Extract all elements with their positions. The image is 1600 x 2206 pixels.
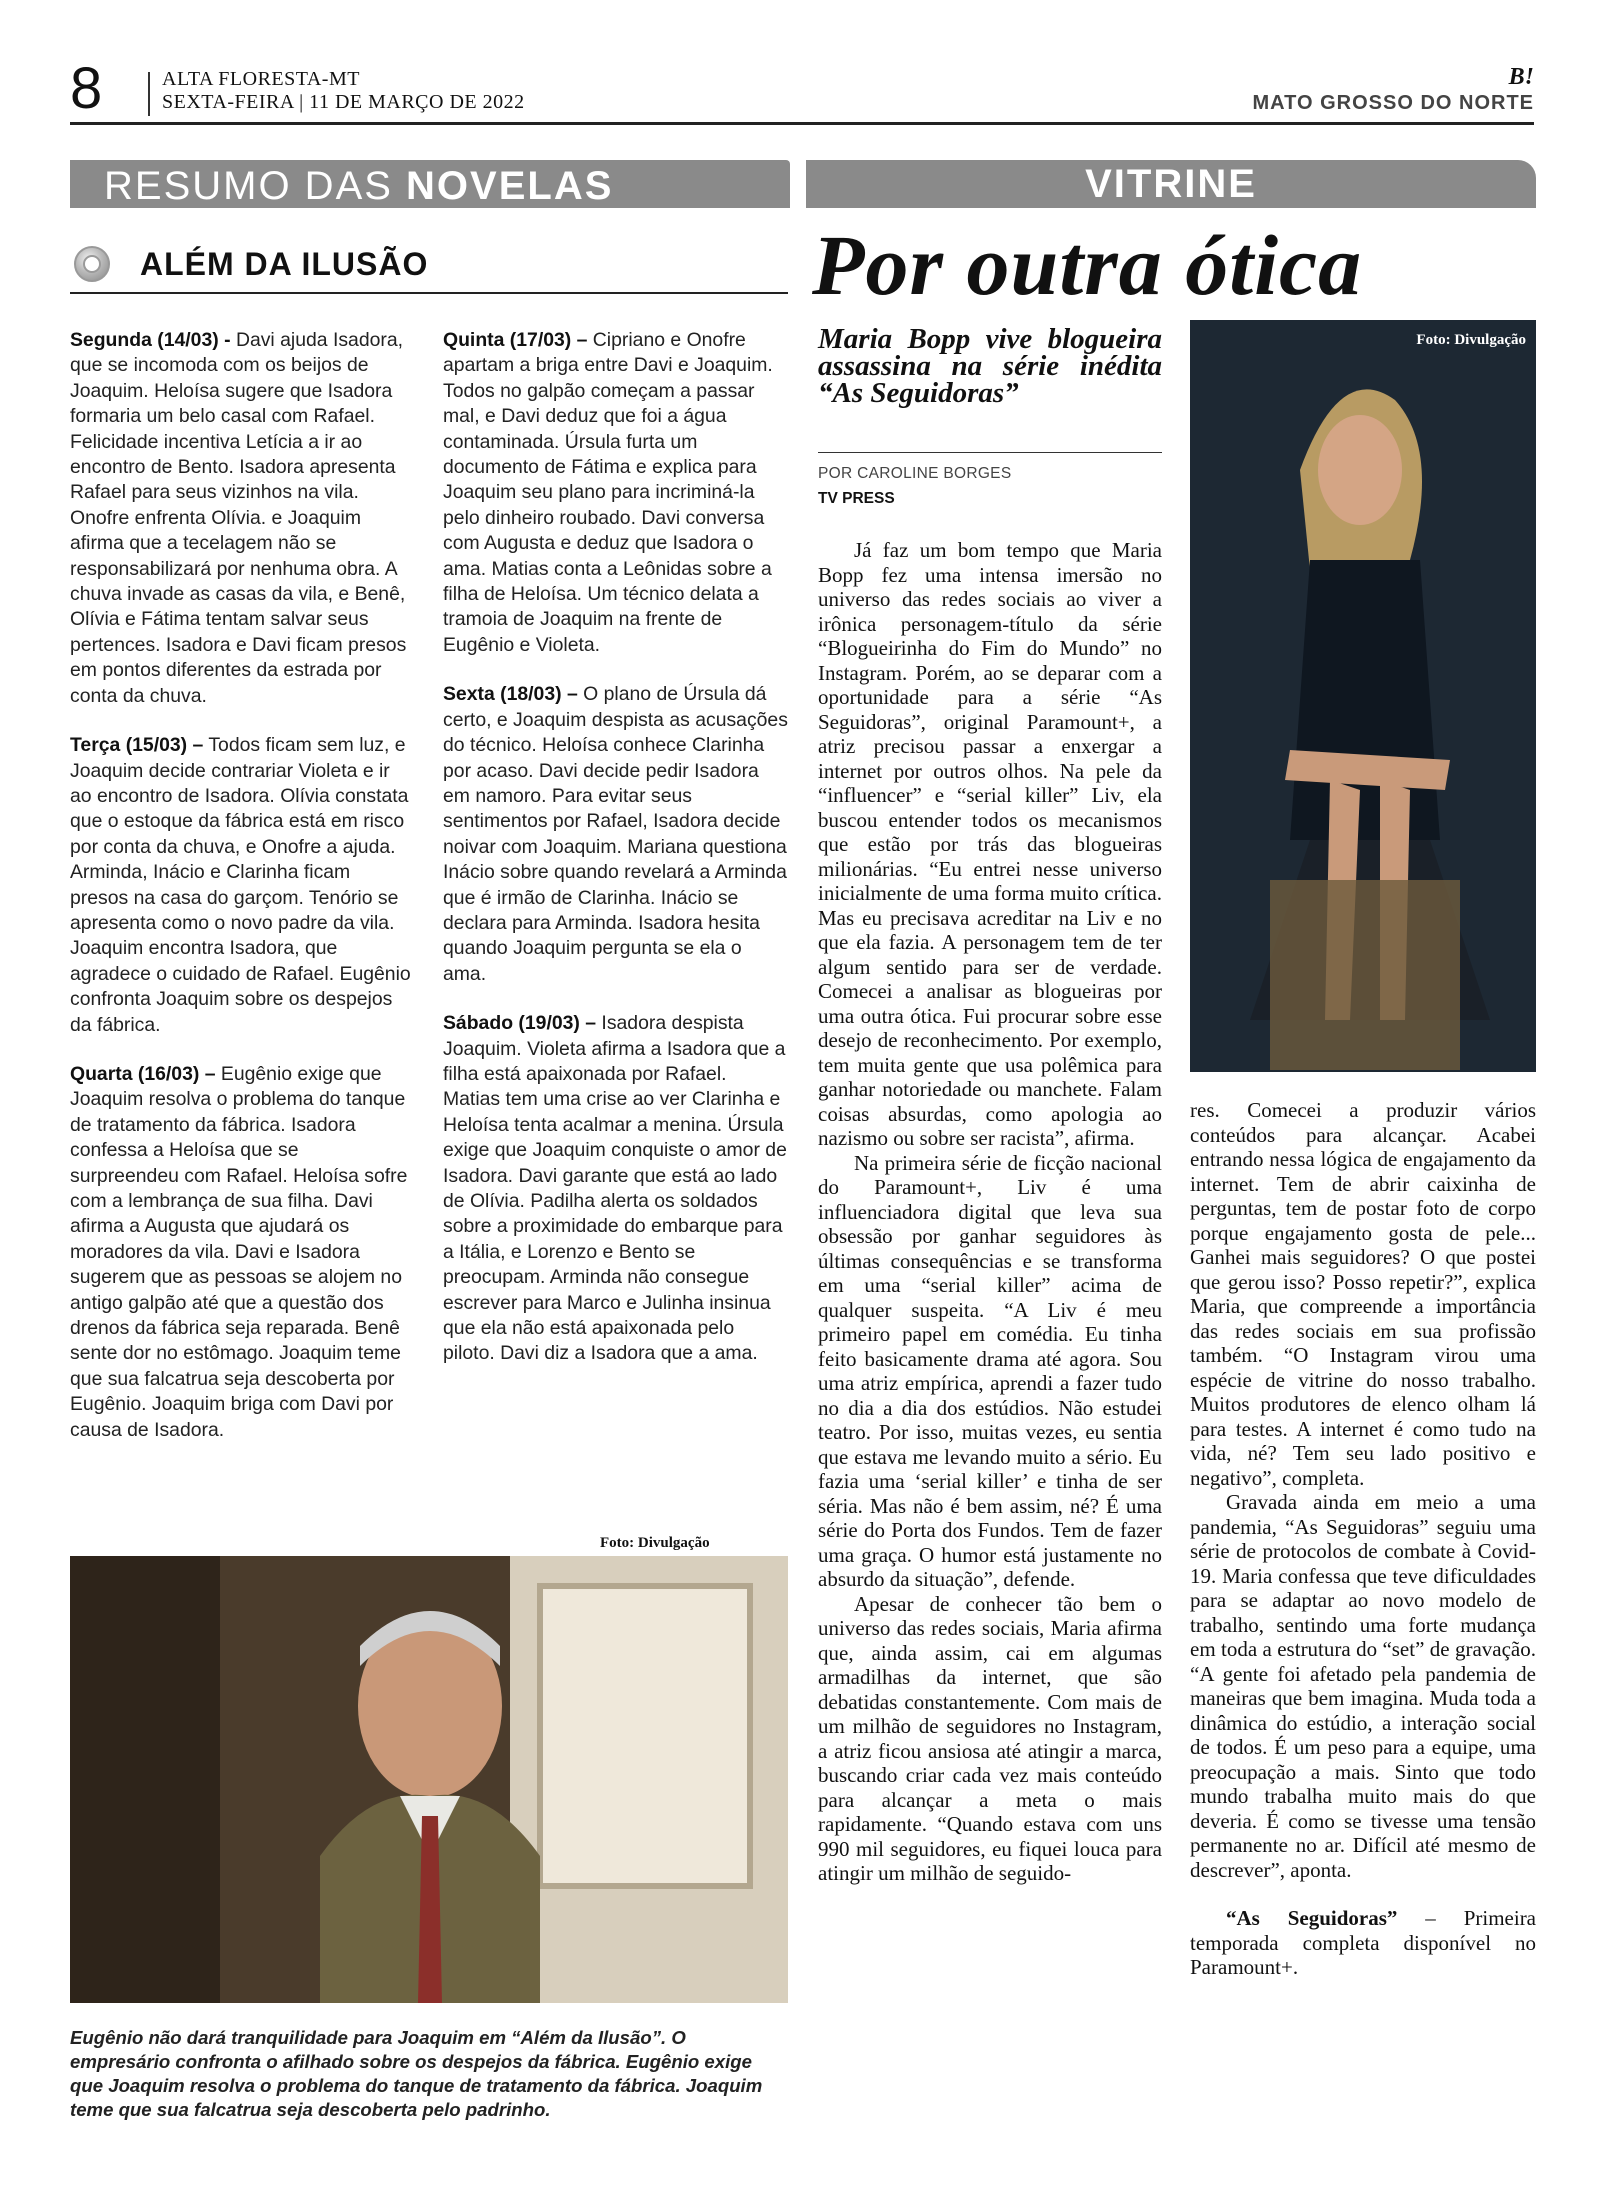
summary-column-1 [70,328,412,1467]
photo-caption: Eugênio não dará tranquilidade para Joaquim em “Além da Ilusão”. O empresário confronta o afilhado sobre os despejos da fábrica. Eugênio exige que Joaquim resolva o problema do tanque de tratamento da fábrica. Joaquim teme que sua falcatrua seja descoberta pelo padrinho. [70,2027,763,2120]
summary-day: Terça (15/03) – [70,734,204,757]
summary-item [70,733,412,1038]
vitrine-bar [806,160,1536,208]
globo-logo-icon [74,246,110,282]
article-column-2 [1190,1098,1536,1980]
summary-item [443,1011,788,1367]
newspaper-section-name: MATO GROSSO DO NORTE [1252,92,1534,114]
summary-day: Quarta (16/03) – [70,1062,216,1085]
eugenio-photo [70,1556,788,2003]
summary-day: Quinta (17/03) – [443,329,588,351]
article-paragraph: Apesar de conhecer tão bem o universo das redes sociais, Maria afirma que, ainda assim, cai em algumas armadilhas da internet, que são debatidas constantemente. Com mais de um milhão de seguidores no Instagram, a atriz ficou ansiosa até atingir a marca, buscando criar cada vez mais conteúdo para alcançar a meta o mais rapidamente. “Quando estava com uns 990 mil seguidores, eu fiquei louca para atingir um milhão de seguido- [818,1591,1162,1885]
summary-item [70,328,412,709]
photo-credit: Foto: Divulgação [1416,332,1526,348]
tail-title: “As Seguidoras” [1226,1906,1398,1930]
article-paragraph: Já faz um bom tempo que Maria Bopp fez uma intensa imersão no universo das redes sociais ao viver a irônica personagem-título da série “Blogueirinha do Fim do Mundo” no Instagram. Porém, ao se deparar com a oportunidade para a série “As Seguidoras”, original Paramount+, a atriz precisou passar a enxergar a internet por outros olhos. Na pele da “influencer” e “serial killer” Liv, ela buscou entender todos os mecanismos que estão por trás das blogueiras milionárias. “Eu entrei nesse universo inicialmente de uma forma muito crítica. Mas eu precisava acreditar na Liv e no que ela fazia. A personagem tem de ter algum sentido para ser de verdade. Comecei a analisar as blogueiras por uma outra ótica. Fui procurar sobre esse desejo de reconhecimento. Por exemplo, tem muita gente que usa polêmica para ganhar notoriedade ou manchete. Falam coisas absurdas, como apologia ao nazismo ou sobre ser racista”, afirma. [818,538,1162,1150]
article-paragraph: res. Comecei a produzir vários conteúdos para alcançar. Acabei entrando nessa lógica de engajamento da internet. Tem de abrir caixinha de perguntas, tem de postar foto de corpo porque engajamento gosta de pele... Ganhei mais seguidores? O que postei que gerou isso? Posso repetir?”, explica Maria, que compreende a importância das redes sociais em sua profissão também. “O Instagram virou uma espécie de vitrine do nosso trabalho. Muitos produtores de elenco olham lá para testes. A internet é como tudo na vida, né? Tem seu lado positivo e negativo”, completa. [1190,1098,1536,1490]
article-paragraph: Na primeira série de ficção nacional do Paramount+, Liv é uma influenciadora digital que leva sua obsessão por ganhar seguidores às últimas consequências e se transforma em uma “serial killer” acima de qualquer suspeita. “A Liv é meu primeiro papel em comédia. Eu tinha feito basicamente drama até agora. Sou uma atriz empírica, aprendi a fazer tudo no dia a dia dos estúdios. Não estudei teatro. Por isso, muitas vezes, eu sentia que estava me levando muito a sério. Eu fazia uma ‘serial killer’ e tinha de ser séria. Mas não é bem assim, né? É uma série do Porta dos Fundos. Tem de fazer uma graça. O humor está justamente no absurdo da situação”, defende. [818,1150,1162,1591]
summary-item [443,328,788,658]
article-tail-note [1190,1906,1536,1980]
article-column-1 [818,538,1162,1886]
header-divider [148,72,150,116]
novela-title: ALÉM DA ILUSÃO [140,246,429,282]
summary-text: Eugênio exige que Joaquim resolva o problema do tanque de tratamento da fábrica. Isadora confessa a Heloísa que se surpreendeu com Rafael. Heloísa sofre com a lembrança de sua filha. Davi afirma a Augusta que ajudará os moradores da vila. Davi e Isadora sugerem que as pessoas se alojem no antigo galpão até que a questão dos drenos da fábrica seja reparada. Benê sente dor no estômago. Joaquim teme que sua falcatrua seja descoberta por Eugênio. Joaquim briga com Davi por causa de Isadora. [70,1062,408,1441]
article-headline: Por outra ótica [812,217,1363,313]
summary-text: Isadora despista Joaquim. Violeta afirma a Isadora que a filha está apaixonada por Rafael. Matias tem uma crise ao ver Clarinha e Heloísa tenta acalmar a menina. Úrsula exige que Joaquim conquiste o amor de Isadora. Davi garante que está ao lado de Olívia. Padilha alerta os soldados sobre a proximidade do embarque para a Itália, e Lorenzo e Bento se preocupam. Arminda não consegue escrever para Marco e Julinha insinua que ela não está apaixonada pelo piloto. Davi diz a Isadora que a ama. [443,1012,787,1365]
tail-text: – Primeira temporada completa disponível no Paramount+. [1190,1906,1537,1979]
summary-text: Todos ficam sem luz, e Joaquim decide contrariar Violeta e ir ao encontro de Isadora. Olívia constata que o estoque da fábrica está em risco por conta da chuva, e Onofre a ajuda. Arminda, Inácio e Clarinha ficam presos na casa do garçom. Tenório se apresenta como o novo padre da vila. Joaquim encontra Isadora, que agradece o cuidado de Rafael. Eugênio confronta Joaquim sobre os despejos da fábrica. [70,734,411,1036]
article-agency: TV PRESS [818,490,895,507]
article-paragraph: Gravada ainda em meio a uma pandemia, “As Seguidoras” seguiu uma série de protocolos de combate à Covid-19. Maria confessa que teve dificuldades para se adaptar ao novo modelo de trabalho, sentindo uma forte mudança em toda a estrutura do “set” de gravação. “A gente foi afetado pela pandemia de maneiras que bem imagina. Muda toda a dinâmica do estúdio, a interação social de todos. É um peso para a equipe, uma preocupação a mais. Sinto que todo mundo trabalha muito mais do que deveria. É como se tivesse uma tensão permanente no ar. Difícil até mesmo de descrever”, aponta. [1190,1490,1536,1882]
header-date: SEXTA-FEIRA | 11 DE MARÇO DE 2022 [162,91,525,113]
summary-text: Cipriano e Onofre apartam a briga entre Davi e Joaquim. Todos no galpão começam a passar mal, e Davi deduz que foi a água contaminada. Úrsula furta um documento de Fátima e explica para Joaquim seu plano para incriminá-la pelo dinheiro roubado. Davi conversa com Augusta e deduz que Isadora o ama. Matias conta a Leônidas sobre a filha de Heloísa. Um técnico delata a tramoia de Joaquim na frente de Eugênio e Violeta. [443,329,773,656]
maria-bopp-photo [1190,320,1536,1072]
article-byline: POR CAROLINE BORGES [818,465,1012,482]
summary-text: Davi ajuda Isadora, que se incomoda com os beijos de Joaquim. Heloísa sugere que Isadora formaria um belo casal com Rafael. Felicidade incentiva Letícia a ir ao encontro de Bento. Isadora apresenta Rafael para seus vizinhos na vila. Onofre enfrenta Olívia. e Joaquim afirma que a tecelagem não se responsabilizará por nenhuma obra. A chuva invade as casas da vila, e Benê, Olívia e Fátima tentam salvar seus pertences. Isadora e Davi ficam presos em pontos diferentes da estrada por conta da chuva. [70,329,407,707]
bar-prefix: RESUMO DAS [104,164,407,208]
bar-bold: NOVELAS [406,164,614,208]
summary-item [443,682,788,987]
summary-text: O plano de Úrsula dá certo, e Joaquim despista as acusações do técnico. Heloísa conhece Clarinha por acaso. Davi decide pedir Isadora em namoro. Para evitar seus sentimentos por Rafael, Isadora decide noivar com Joaquim. Mariana questiona Inácio sobre quando revelará a Arminda que é irmão de Clarinha. Inácio se declara para Arminda. Isadora hesita quando Joaquim pergunta se ela o ama. [443,683,788,985]
summary-column-2 [443,328,788,1391]
summary-day: Segunda (14/03) - [70,329,231,351]
summary-day: Sábado (19/03) – [443,1012,597,1035]
photo-credit: Foto: Divulgação [600,1535,710,1551]
resumo-novelas-bar [70,160,790,208]
novela-title-rule [70,292,788,294]
header-rule [70,122,1534,125]
vitrine-title: VITRINE [1085,162,1257,206]
summary-item [70,1062,412,1443]
summary-day: Sexta (18/03) – [443,683,578,706]
article-subhead: Maria Bopp vive blogueira assassina na série inédita “As Seguidoras” [818,323,1162,409]
header-city: ALTA FLORESTA-MT [162,68,360,90]
subhead-rule [818,452,1162,453]
brand-logo: B! [1508,64,1534,90]
page-number: 8 [70,56,103,121]
